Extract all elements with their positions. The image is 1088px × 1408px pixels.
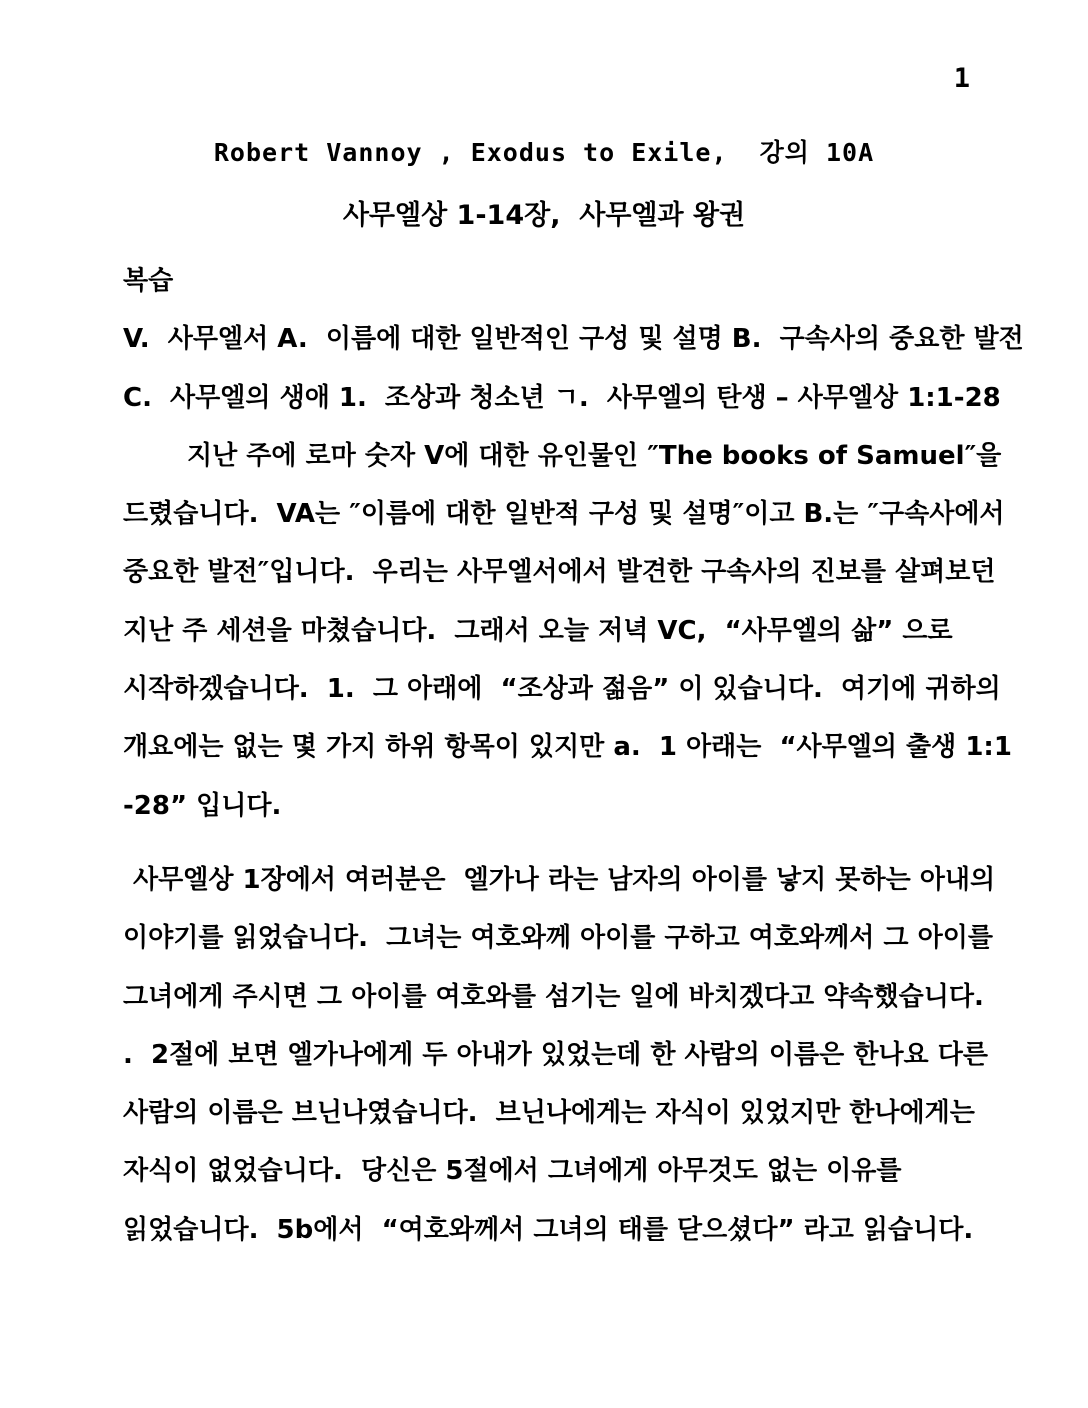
text-line: 드렸습니다. VA는 ″이름에 대한 일반적 구성 및 설명″이고 B.는 ″구속사에서 xyxy=(123,499,1005,530)
page-number: 1 xyxy=(953,63,970,94)
text-line: 시작하겠습니다. 1. 그 아래에 “조상과 젊음” 이 있습니다. 여기에 귀하의 xyxy=(123,674,1001,705)
text-line: 자식이 없었습니다. 당신은 5절에서 그녀에게 아무것도 없는 이유를 xyxy=(123,1156,902,1187)
text-line: 사무엘상 1장에서 여러분은 엘가나 라는 남자의 아이를 낳지 못하는 아내의 xyxy=(133,864,996,895)
paragraph-2 xyxy=(123,851,1023,1259)
text-line: -28” 입니다. xyxy=(123,790,282,821)
text-line: 지난 주에 로마 숫자 V에 대한 유인물인 ″The books of Samuel″을 xyxy=(187,440,1002,471)
text-line: 사람의 이름은 브닌나였습니다. 브닌나에게는 자식이 있었지만 한나에게는 xyxy=(123,1098,975,1129)
text-line: 이야기를 읽었습니다. 그녀는 여호와께 아이를 구하고 여호와께서 그 아이를 xyxy=(123,923,993,954)
outline-section xyxy=(123,310,1023,427)
text-line: 개요에는 없는 몇 가지 하위 항목이 있지만 a. 1 아래는 “사무엘의 출생 1:1 xyxy=(123,732,1012,763)
document-subtitle: 사무엘상 1-14장, 사무엘과 왕권 xyxy=(342,200,746,231)
text-line: 중요한 발전″입니다. 우리는 사무엘서에서 발견한 구속사의 진보를 살펴보던 xyxy=(123,557,996,588)
review-heading: 복습 xyxy=(123,266,174,296)
text-line: 지난 주 세션을 마쳤습니다. 그래서 오늘 저녁 VC, “사무엘의 삶” 으로 xyxy=(123,615,953,646)
outline-line-v: V. 사무엘서 A. 이름에 대한 일반적인 구성 및 설명 B. 구속사의 중요한 발전 xyxy=(123,324,1024,355)
document-title: Robert Vannoy , Exodus to Exile, 강의 10A xyxy=(213,138,875,167)
outline-line-c: C. 사무엘의 생애 1. 조상과 청소년 ㄱ. 사무엘의 탄생 – 사무엘상 1:1-28 xyxy=(123,382,1001,413)
text-line: 읽었습니다. 5b에서 “여호와께서 그녀의 태를 닫으셨다” 라고 읽습니다. xyxy=(123,1214,974,1245)
paragraph-1 xyxy=(123,427,1023,835)
document-body xyxy=(123,252,1023,1259)
text-line: . 2절에 보면 엘가나에게 두 아내가 있었는데 한 사람의 이름은 한나요 다른 xyxy=(123,1039,988,1070)
text-line: 그녀에게 주시면 그 아이를 여호와를 섬기는 일에 바치겠다고 약속했습니다. xyxy=(123,981,984,1012)
